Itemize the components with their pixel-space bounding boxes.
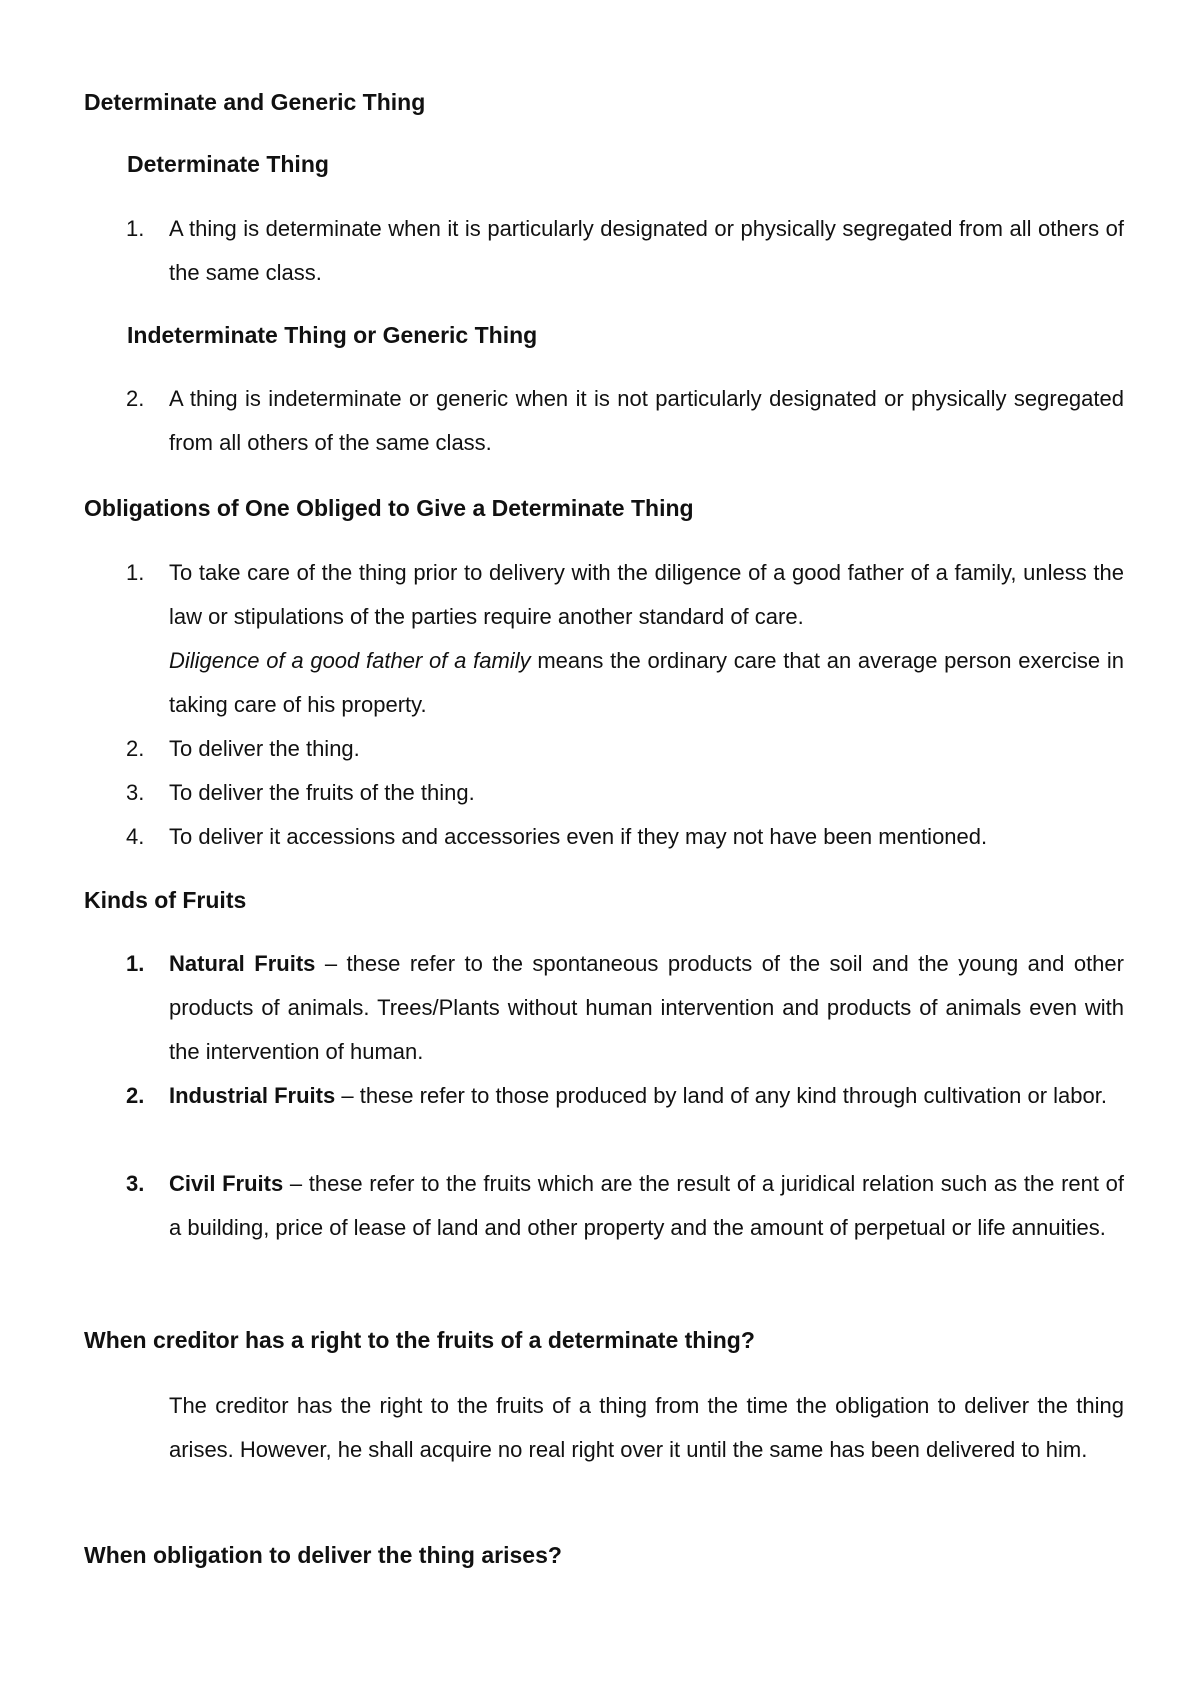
list-item	[126, 942, 1124, 1074]
list-item-text: To deliver the thing.	[169, 736, 360, 761]
list-item	[126, 815, 1124, 859]
list-item-text: To take care of the thing prior to delivery with the diligence of a good father of a family, unless the law or stipulations of the parties require another standard of care.	[169, 560, 1124, 629]
list-item	[126, 1074, 1124, 1118]
list-item	[126, 727, 1124, 771]
list-item	[126, 771, 1124, 815]
list-item	[126, 207, 1124, 295]
section-title-determinate-generic: Determinate and Generic Thing	[84, 89, 426, 115]
fruit-term: Industrial Fruits	[169, 1083, 336, 1108]
fruit-term: Civil Fruits	[169, 1171, 284, 1196]
section-title-creditor-right: When creditor has a right to the fruits of a determinate thing?	[84, 1327, 755, 1353]
list-number: 2.	[126, 386, 145, 411]
section-title-kinds-of-fruits: Kinds of Fruits	[84, 887, 247, 913]
list-number: 3.	[126, 780, 145, 805]
fruit-description: – these refer to those produced by land of any kind through cultivation or labor.	[335, 1083, 1107, 1108]
list-number: 1.	[126, 951, 145, 976]
list-number: 3.	[126, 1171, 145, 1196]
list-number: 2.	[126, 736, 145, 761]
heading-determinate-thing: Determinate Thing	[127, 151, 329, 177]
list-item	[126, 551, 1125, 727]
list-number: 1.	[126, 216, 145, 241]
fruit-description: – these refer to the fruits which are the result of a juridical relation such as the rent of a building, price of lease of land and other property and the amount of perpetual or life annuities.	[169, 1171, 1124, 1240]
list-item-text: A thing is determinate when it is particularly designated or physically segregated from all others of the same class.	[169, 216, 1124, 285]
paragraph-creditor-right: The creditor has the right to the fruits of a thing from the time the obligation to deliver the thing arises. However, he shall acquire no real right over it until the same has been delivered to him.	[169, 1393, 1124, 1462]
heading-indeterminate-thing: Indeterminate Thing or Generic Thing	[127, 322, 538, 348]
definition-text: means the ordinary care that an average person exercise in taking care of his property.	[169, 648, 1125, 717]
fruit-term: Natural Fruits	[169, 951, 316, 976]
section-title-obligation-arises: When obligation to deliver the thing arises?	[84, 1542, 562, 1568]
list-item-text: To deliver it accessions and accessories even if they may not have been mentioned.	[169, 824, 988, 849]
section-title-obligations: Obligations of One Obliged to Give a Determinate Thing	[84, 495, 694, 521]
list-item-text: To deliver the fruits of the thing.	[169, 780, 475, 805]
defined-term: Diligence of a good father of a family	[169, 648, 531, 673]
list-number: 2.	[126, 1083, 145, 1108]
list-item-text: A thing is indeterminate or generic when it is not particularly designated or physically segregated from all others of the same class.	[169, 386, 1124, 455]
list-number: 4.	[126, 824, 145, 849]
fruit-description: – these refer to the spontaneous products of the soil and the young and other products of animals. Trees/Plants without human intervention and products of animals even with the intervention of human.	[169, 951, 1124, 1064]
list-number: 1.	[126, 560, 145, 585]
list-item	[126, 377, 1124, 465]
list-item	[126, 1162, 1124, 1250]
